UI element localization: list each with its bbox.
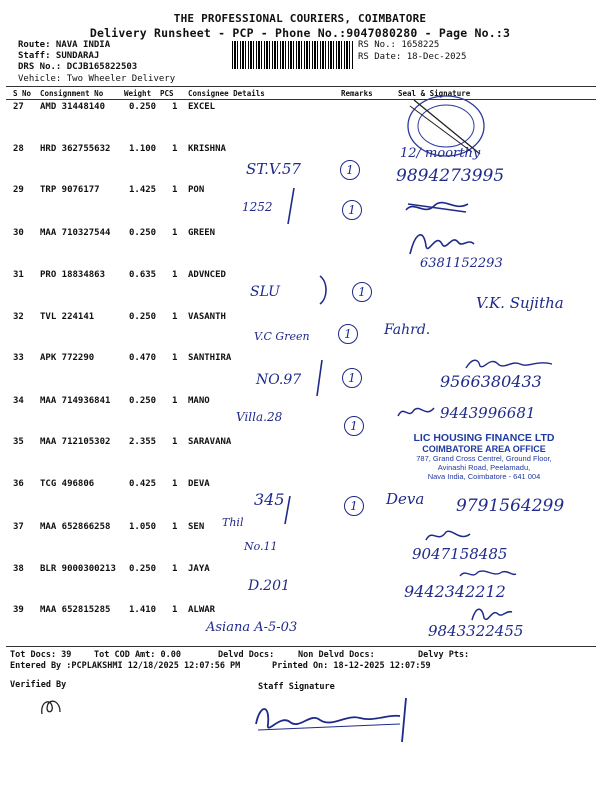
row-weight: 1.100 (129, 144, 157, 154)
hand-phone-row30: 6381152293 (420, 256, 503, 271)
row-pcs: 1 (172, 270, 178, 280)
row-weight: 1.425 (129, 185, 157, 195)
table-row (0, 312, 600, 324)
header-rule-top (6, 86, 596, 87)
row-sno: 28 (13, 144, 24, 154)
row-sno: 35 (13, 437, 24, 447)
row-consignee: GREEN (188, 228, 216, 238)
row-consignment: MAA 710327544 (40, 228, 111, 238)
row-pcs: 1 (172, 353, 178, 363)
hand-slash-mark (284, 186, 298, 226)
row-consignment: MAA 652815285 (40, 605, 111, 615)
row-consignee: MANO (188, 396, 210, 406)
row-pcs: 1 (172, 228, 178, 238)
row-weight: 0.635 (129, 270, 157, 280)
row-consignment: BLR 9000300213 (40, 564, 116, 574)
row-pcs: 1 (172, 437, 178, 447)
row-weight: 0.250 (129, 102, 157, 112)
hand-remark-row33: NO.97 (256, 372, 302, 388)
circled-one-mark: 1 (352, 282, 372, 302)
row-sno: 31 (13, 270, 24, 280)
circled-one-mark: 1 (344, 416, 364, 436)
hand-signature-row39 (470, 602, 514, 624)
row-consignment: HRD 362755632 (40, 144, 111, 154)
hand-remark-row34: Villa.28 (236, 410, 283, 424)
circled-one-mark: 1 (344, 496, 364, 516)
row-weight: 0.470 (129, 353, 157, 363)
row-pcs: 1 (172, 396, 178, 406)
hand-remark-row39: Asiana A-5-03 (206, 620, 298, 635)
row-consignee: SARAVANA (188, 437, 232, 447)
circled-one-mark: 1 (342, 368, 362, 388)
row-consignee: EXCEL (188, 102, 216, 112)
row-weight: 0.250 (129, 228, 157, 238)
hand-phone-row36: 9791564299 (456, 496, 565, 516)
hand-remark-row37: Thil (222, 516, 244, 529)
staff-signature-label: Staff Signature (258, 682, 335, 692)
drs-number: DRS No.: DCJB165822503 (18, 62, 138, 72)
non-delivered-docs: Non Delvd Docs: (298, 650, 375, 660)
row-consignee: SEN (188, 522, 205, 532)
row-consignment: TCG 496806 (40, 479, 95, 489)
row-pcs: 1 (172, 522, 178, 532)
hand-remark-row32: V.C Green (254, 330, 310, 343)
rs-date: RS Date: 18-Dec-2025 (358, 52, 467, 62)
verified-by-initials (38, 696, 64, 718)
row-consignment: MAA 712105302 (40, 437, 111, 447)
hand-phone-row39: 9843322455 (428, 622, 524, 640)
col-pcs: PCS (160, 89, 174, 98)
delivery-points: Delvy Pts: (418, 650, 470, 660)
row-sno: 32 (13, 312, 24, 322)
row-consignment: AMD 31448140 (40, 102, 106, 112)
hand-phone-row28: 9894273995 (396, 166, 505, 186)
row-weight: 1.410 (129, 605, 157, 615)
col-consignment: Consignment No (40, 89, 104, 98)
staff-signature (250, 694, 420, 746)
hand-signature-row32: Fahrd. (384, 322, 431, 338)
hand-scribble-row29 (404, 198, 470, 218)
table-row (0, 228, 600, 240)
hand-signature-row36: Deva (386, 490, 425, 508)
stamp-line3: 787, Grand Cross Centrel, Ground Floor, (416, 454, 552, 463)
row-consignee: ADVNCED (188, 270, 226, 280)
row-pcs: 1 (172, 185, 178, 195)
hand-slash-mark (314, 358, 326, 398)
total-docs: Tot Docs: 39 (10, 650, 72, 660)
row-weight: 1.050 (129, 522, 157, 532)
hand-remark2-row37: No.11 (244, 540, 278, 553)
row-weight: 0.425 (129, 479, 157, 489)
table-row (0, 522, 600, 534)
hand-signature-row28: 12/ moorthy (400, 146, 481, 161)
row-pcs: 1 (172, 479, 178, 489)
col-sno: S No (13, 89, 32, 98)
total-cod-amount: Tot COD Amt: 0.00 (94, 650, 181, 660)
col-weight: Weight (124, 89, 152, 98)
route-label: Route: NAVA INDIA (18, 40, 111, 50)
table-row (0, 144, 600, 156)
row-sno: 38 (13, 564, 24, 574)
col-consignee: Consignee Details (188, 89, 265, 98)
row-consignee: SANTHIRA (188, 353, 232, 363)
verified-by-label: Verified By (10, 680, 67, 690)
row-consignee: JAYA (188, 564, 210, 574)
hand-phone-row34: 9443996681 (440, 404, 536, 422)
delivered-docs: Delvd Docs: (218, 650, 275, 660)
entered-by: Entered By :PCPLAKSHMI 12/18/2025 12:07:56 PM (10, 661, 241, 671)
row-consignment: MAA 652866258 (40, 522, 111, 532)
runsheet-subtitle: Delivery Runsheet - PCP - Phone No.:9047080280 - Page No.:3 (89, 26, 511, 40)
col-seal-signature: Seal & Signature (398, 89, 471, 98)
row-sno: 37 (13, 522, 24, 532)
staff-label: Staff: SUNDARAJ (18, 51, 100, 61)
hand-phone-row33: 9566380433 (440, 372, 542, 391)
row-sno: 39 (13, 605, 24, 615)
hand-remark-row38: D.201 (248, 578, 290, 594)
hand-signature-row30 (406, 226, 476, 260)
row-weight: 0.250 (129, 312, 157, 322)
rs-number: RS No.: 1658225 (358, 40, 440, 50)
row-consignment: MAA 714936841 (40, 396, 111, 406)
row-weight: 2.355 (129, 437, 157, 447)
row-sno: 29 (13, 185, 24, 195)
row-sno: 36 (13, 479, 24, 489)
stamp-line5: Nava India, Coimbatore - 641 004 (427, 472, 541, 481)
hand-bracket-mark (318, 272, 332, 308)
row-consignment: TRP 9076177 (40, 185, 100, 195)
stamp-line1: LIC HOUSING FINANCE LTD (413, 432, 555, 444)
printed-on: Printed On: 18-12-2025 12:07:59 (272, 661, 431, 671)
table-row (0, 270, 600, 282)
stamp-line4: Avinashi Road, Peelamadu, (437, 463, 531, 472)
stamp-line2: COIMBATORE AREA OFFICE (422, 444, 546, 454)
row-pcs: 1 (172, 312, 178, 322)
vehicle-label: Vehicle: Two Wheeler Delivery (18, 74, 176, 84)
row-sno: 33 (13, 353, 24, 363)
hand-slash-mark (282, 494, 294, 526)
hand-name-row31: V.K. Sujitha (476, 294, 564, 312)
hand-remark-row31: SLU (250, 284, 280, 300)
lic-stamp (384, 432, 584, 481)
hand-signature-row33 (464, 354, 554, 372)
company-title: THE PROFESSIONAL COURIERS, COIMBATORE (173, 12, 427, 25)
row-pcs: 1 (172, 144, 178, 154)
hand-phone-row38: 9442342212 (404, 582, 506, 601)
circled-one-mark: 1 (340, 160, 360, 180)
table-row (0, 102, 600, 114)
row-weight: 0.250 (129, 396, 157, 406)
hand-signature-row38 (458, 566, 518, 582)
hand-remark-row29: 1252 (242, 200, 273, 214)
row-consignee: PON (188, 185, 205, 195)
hand-remark-row36: 345 (254, 490, 285, 509)
row-consignee: KRISHNA (188, 144, 226, 154)
row-consignee: ALWAR (188, 605, 216, 615)
circled-one-mark: 1 (338, 324, 358, 344)
hand-signature-row37 (424, 526, 472, 546)
row-consignee: VASANTH (188, 312, 226, 322)
row-consignment: APK 772290 (40, 353, 95, 363)
row-consignee: DEVA (188, 479, 210, 489)
row-weight: 0.250 (129, 564, 157, 574)
totals-rule (6, 646, 596, 647)
row-pcs: 1 (172, 102, 178, 112)
row-consignment: PRO 18834863 (40, 270, 106, 280)
row-pcs: 1 (172, 564, 178, 574)
hand-remark-row28: ST.V.57 (246, 160, 301, 178)
circled-one-mark: 1 (342, 200, 362, 220)
row-sno: 34 (13, 396, 24, 406)
row-sno: 30 (13, 228, 24, 238)
table-row (0, 185, 600, 197)
hand-signature-row34 (396, 402, 436, 422)
row-pcs: 1 (172, 605, 178, 615)
row-consignment: TVL 224141 (40, 312, 95, 322)
header-rule-bottom (6, 99, 596, 100)
hand-phone-row37: 9047158485 (412, 545, 508, 563)
col-remarks: Remarks (341, 89, 373, 98)
barcode (232, 41, 354, 69)
row-sno: 27 (13, 102, 24, 112)
